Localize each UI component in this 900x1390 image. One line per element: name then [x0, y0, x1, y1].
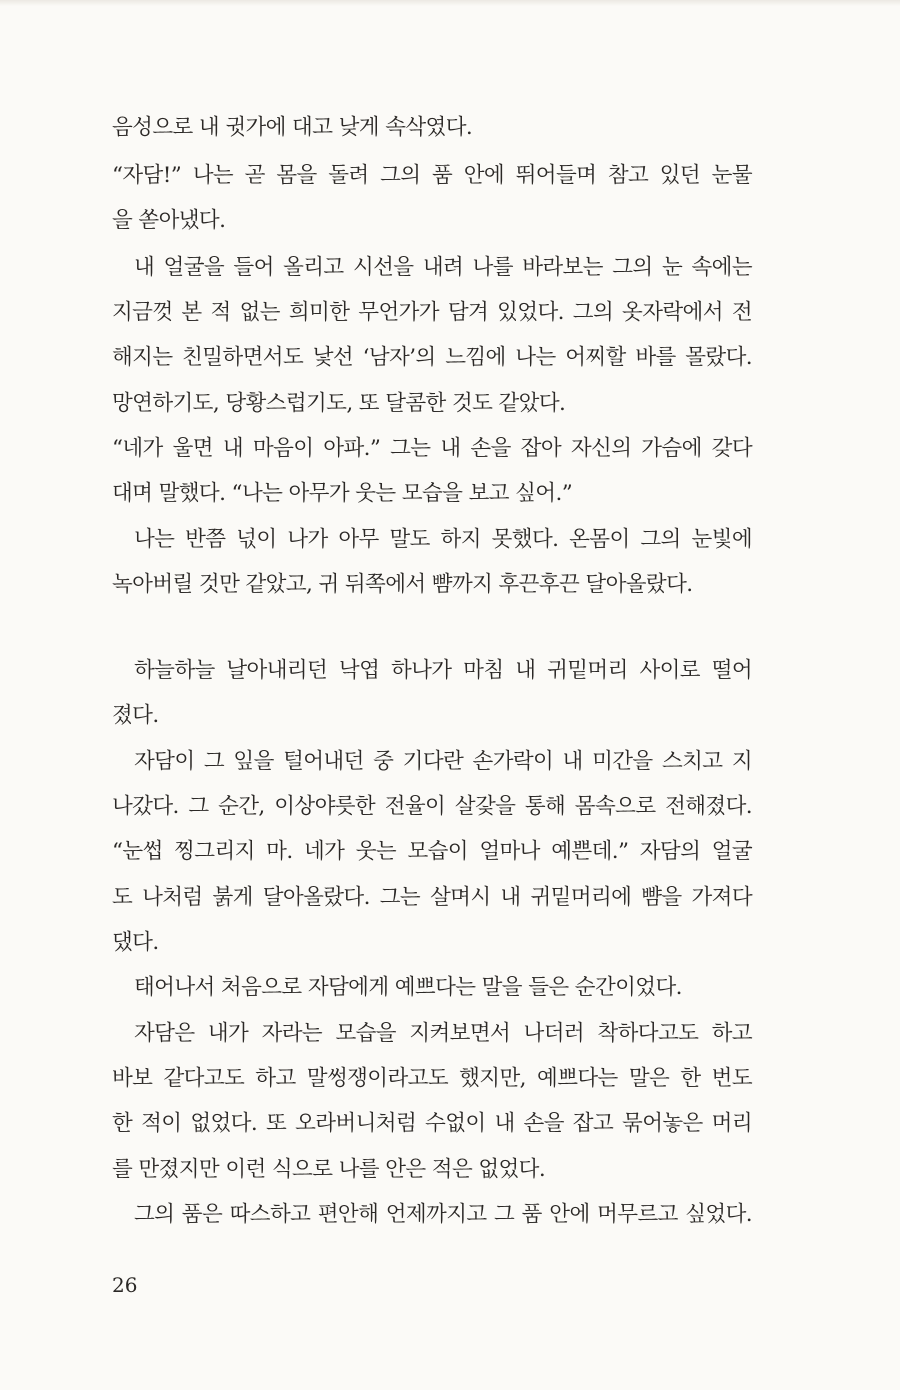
text-line: 바보 같다고도 하고 말썽쟁이라고도 했지만, 예쁘다는 말은 한 번도	[112, 1066, 752, 1091]
text-line: 음성으로 내 귓가에 대고 낮게 속삭였다.	[112, 115, 473, 140]
text-line: 도 나처럼 붉게 달아올랐다. 그는 살며시 내 귀밑머리에 뺨을 가져다	[112, 885, 752, 910]
text-line: 졌다.	[112, 703, 159, 728]
text-line: 태어나서 처음으로 자담에게 예쁘다는 말을 들은 순간이었다.	[134, 975, 682, 1000]
text-line: “눈썹 찡그리지 마. 네가 웃는 모습이 얼마나 예쁜데.” 자담의 얼굴	[112, 839, 752, 864]
text-line: 댔다.	[112, 930, 159, 955]
text-line: 그의 품은 따스하고 편안해 언제까지고 그 품 안에 머무르고 싶었다.	[134, 1202, 752, 1227]
text-line: 녹아버릴 것만 같았고, 귀 뒤쪽에서 뺨까지 후끈후끈 달아올랐다.	[112, 572, 693, 597]
text-line: 한 적이 없었다. 또 오라버니처럼 수없이 내 손을 잡고 묶어놓은 머리	[112, 1111, 752, 1136]
text-line: 내 얼굴을 들어 올리고 시선을 내려 나를 바라보는 그의 눈 속에는	[134, 255, 752, 280]
text-line: 를 만졌지만 이런 식으로 나를 안은 적은 없었다.	[112, 1157, 546, 1182]
text-line: 나는 반쯤 넋이 나가 아무 말도 하지 못했다. 온몸이 그의 눈빛에	[134, 527, 752, 552]
text-line: 자담이 그 잎을 털어내던 중 기다란 손가락이 내 미간을 스치고 지	[134, 749, 752, 774]
text-line: 대며 말했다. “나는 아무가 웃는 모습을 보고 싶어.”	[112, 481, 573, 506]
text-line: 하늘하늘 날아내리던 낙엽 하나가 마침 내 귀밑머리 사이로 떨어	[134, 658, 752, 683]
text-line: 자담은 내가 자라는 모습을 지켜보면서 나더러 착하다고도 하고	[134, 1021, 752, 1046]
text-line: 망연하기도, 당황스럽기도, 또 달콤한 것도 같았다.	[112, 391, 566, 416]
text-line: 지금껏 본 적 없는 희미한 무언가가 담겨 있었다. 그의 옷자락에서 전	[112, 300, 752, 325]
text-line: “네가 울면 내 마음이 아파.” 그는 내 손을 잡아 자신의 가슴에 갖다	[112, 436, 752, 461]
page-top-edge	[0, 0, 900, 6]
text-line: 을 쏟아냈다.	[112, 208, 226, 233]
text-line: 나갔다. 그 순간, 이상야릇한 전율이 살갗을 통해 몸속으로 전해졌다.	[112, 794, 752, 819]
text-line: “자담!” 나는 곧 몸을 돌려 그의 품 안에 뛰어들며 참고 있던 눈물	[112, 163, 752, 188]
text-line: 해지는 친밀하면서도 낯선 ‘남자’의 느낌에 나는 어찌할 바를 몰랐다.	[112, 345, 752, 370]
page-number: 26	[112, 1273, 138, 1297]
